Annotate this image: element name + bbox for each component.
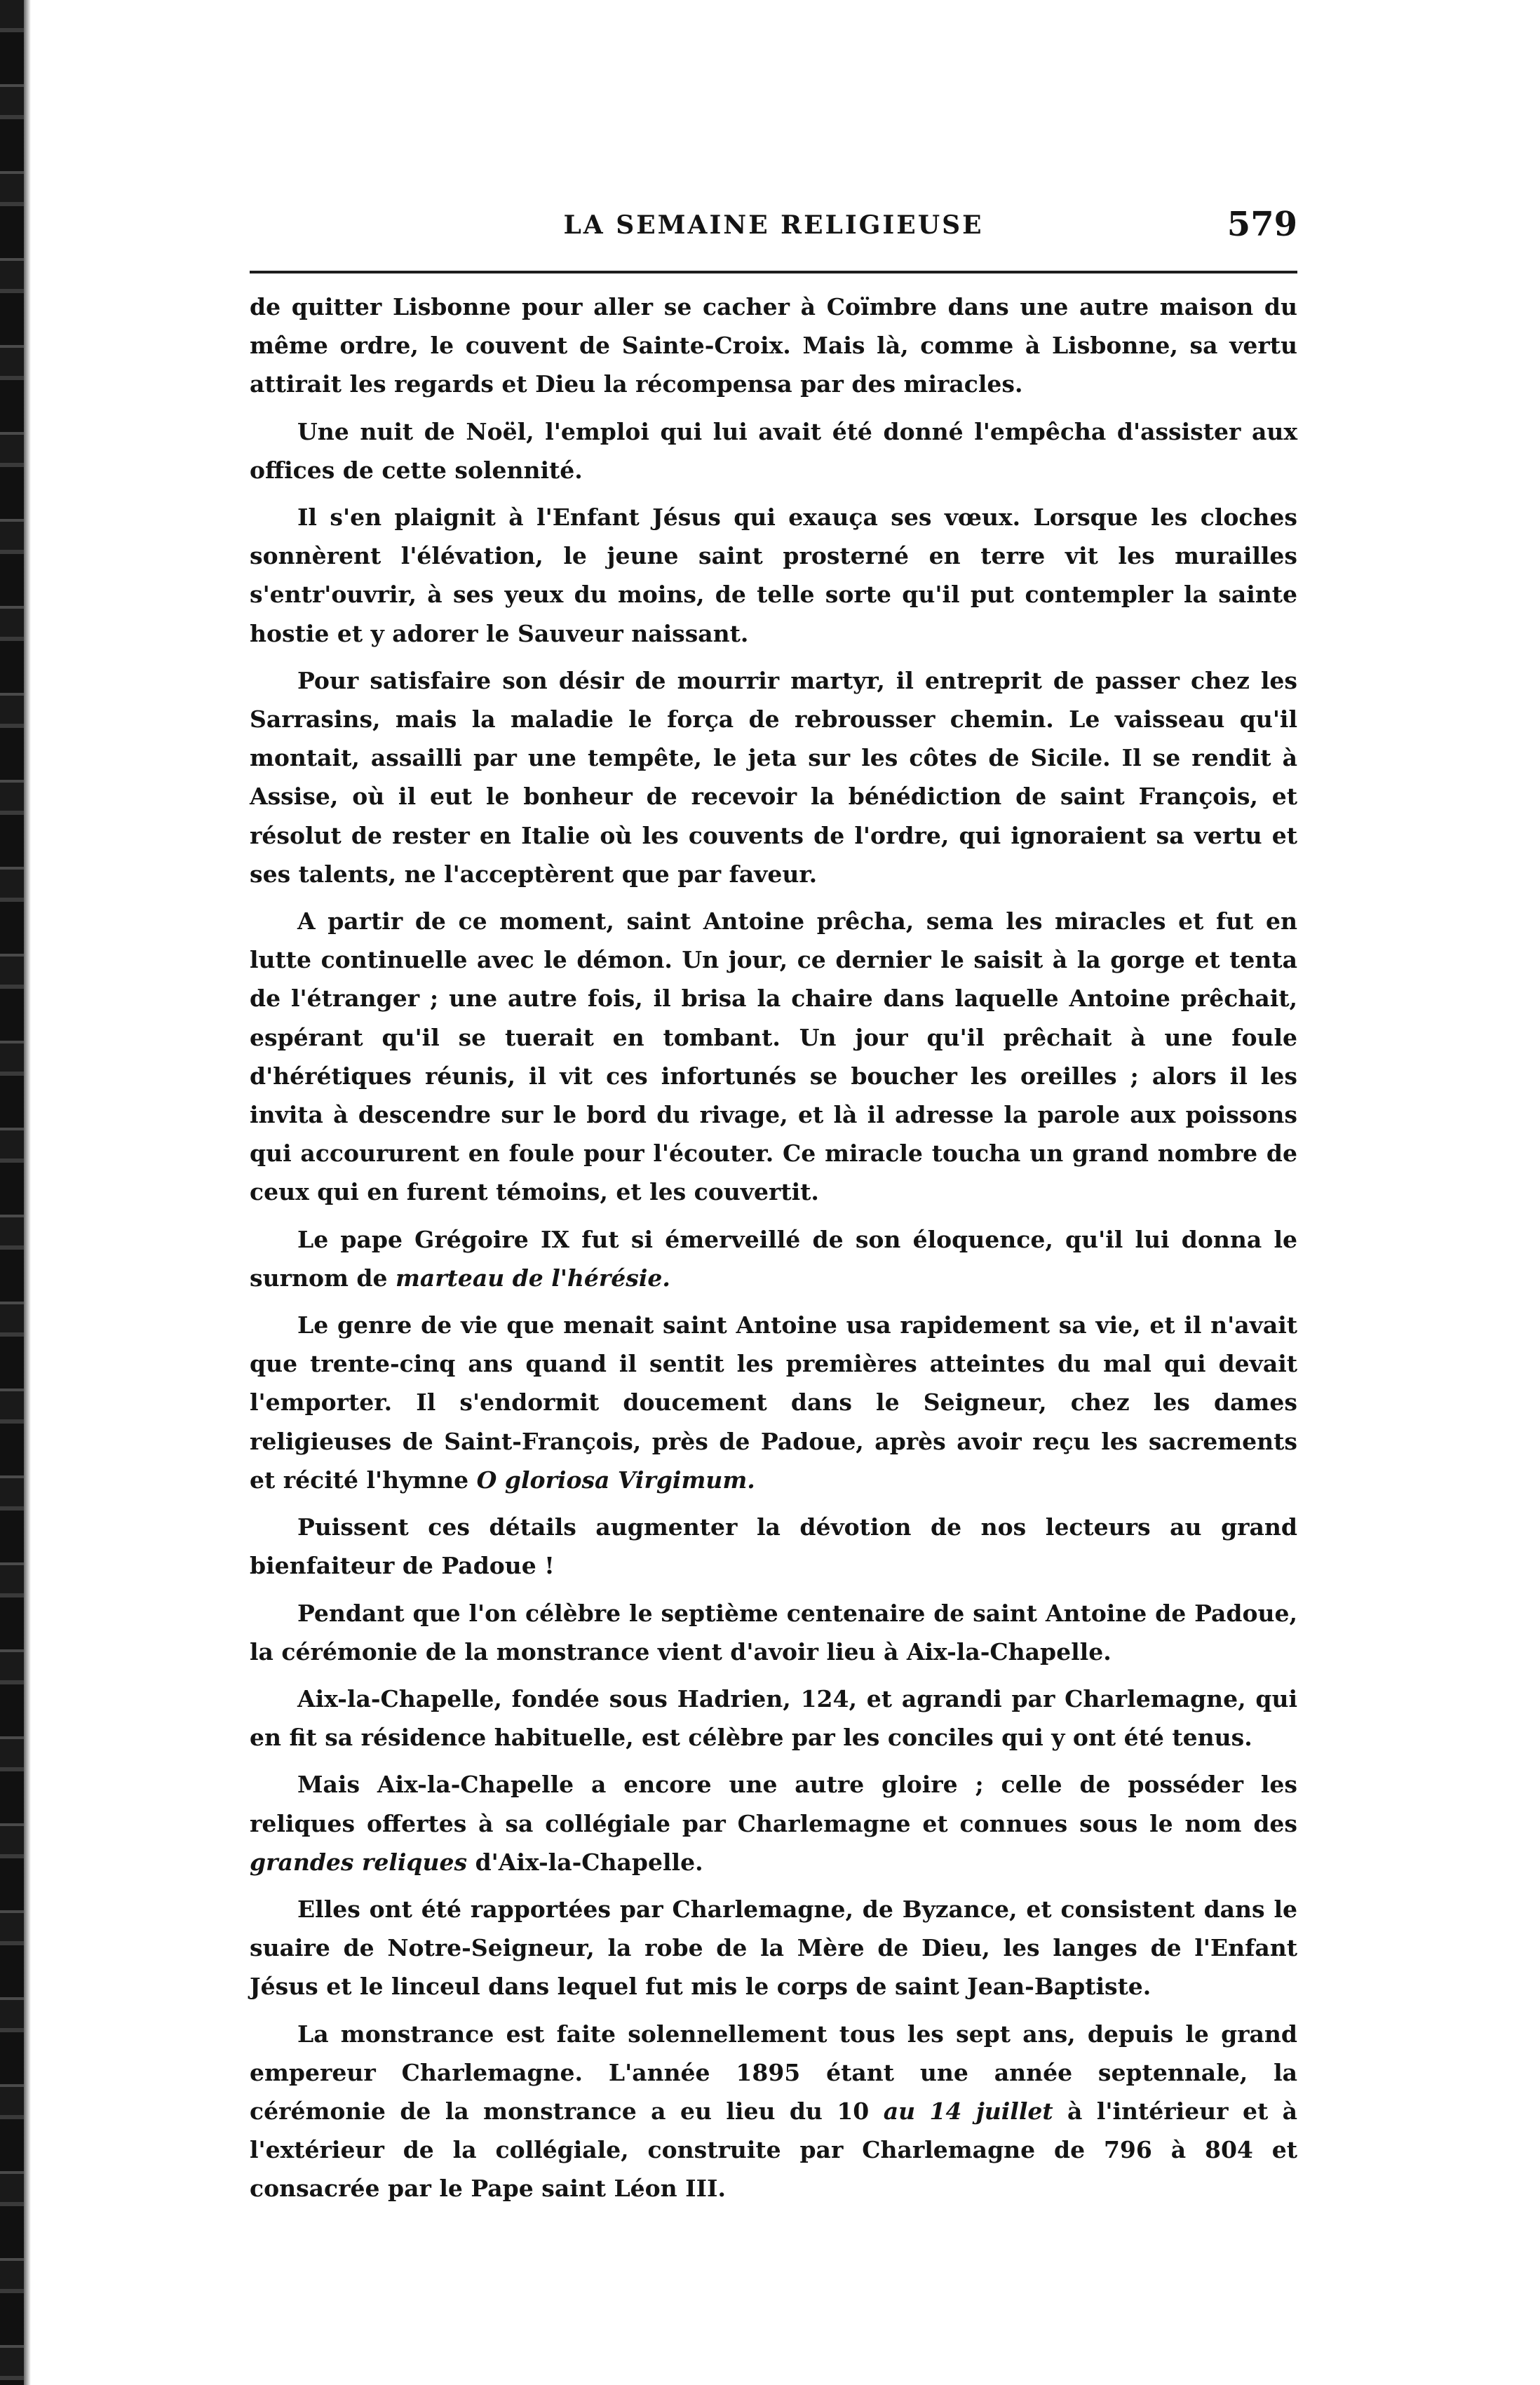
paragraph: A partir de ce moment, saint Antoine prêcha, sema les miracles et fut en lutte continuelle avec le démon. Un jour, ce dernier le saisit à la gorge et tenta de l'étranger ; une autre fois, il brisa la chaire dans laquelle Antoine prêchait, espérant qu'il se tuerait en tombant. Un jour qu'il prêchait à une foule d'hérétiques réunis, il vit ces infortunés se boucher les oreilles ; alors il les invita à descendre sur le bord du rivage, et là il adresse la parole aux poissons qui accoururent en foule pour l'écouter. Ce miracle toucha un grand nombre de ceux qui en furent témoins, et les couvertit. [250,907,1297,1206]
paragraph: Elles ont été rapportées par Charlemagne, de Byzance, et consistent dans le suaire de Notre-Seigneur, la robe de la Mère de Dieu, les langes de l'Enfant Jésus et le linceul dans lequel fut mis le corps de saint Jean-Baptiste. [250,1895,1297,2001]
paragraph: Pendant que l'on célèbre le septième centenaire de saint Antoine de Padoue, la cérémonie de la monstrance vient d'avoir lieu à Aix-la-Chapelle. [250,1599,1297,1666]
paragraph-text: Le pape Grégoire IX fut si émerveillé de son éloquence, qu'il lui donna le surnom de [250,1225,1297,1292]
italic-phrase: marteau de l'hérésie. [395,1264,670,1292]
italic-phrase: grandes reliques [250,1848,468,1876]
scan-binding-edge [0,0,24,2385]
paragraph-text: La monstrance est faite solennellement tous les sept ans, depuis le grand empereur Charlemagne. L'année 1895 étant une année septennale, la cérémonie de la monstrance a eu lieu du 10 [250,2020,1297,2125]
paragraph [250,1220,1297,1297]
paragraph: Pour satisfaire son désir de mourrir martyr, il entreprit de passer chez les Sarrasins, mais la maladie le força de rebrousser chemin. Le vaisseau qu'il montait, assailli par une tempête, le jeta sur les côtes de Sicile. Il se rendit à Assise, où il eut le bonheur de recevoir la bénédiction de saint François, et résolut de rester en Italie où les couvents de l'ordre, qui ignoraient sa vertu et ses talents, ne l'acceptèrent que par faveur. [250,666,1297,888]
paragraph: de quitter Lisbonne pour aller se cacher à Coïmbre dans une autre maison du même ordre, le couvent de Sainte-Croix. Mais là, comme à Lisbonne, sa vertu attirait les regards et Dieu la récompensa par des miracles. [250,293,1297,398]
paragraph-text: à l'intérieur et à l'extérieur de la collégiale, construite par Charlemagne de 796 à 804 et consacrée par le Pape saint Léon III. [250,2097,1297,2203]
paragraph [250,1306,1297,1499]
running-title: LA SEMAINE RELIGIEUSE [563,210,984,240]
paragraph: Il s'en plaignit à l'Enfant Jésus qui exauça ses vœux. Lorsque les cloches sonnèrent l'élévation, le jeune saint prosterné en terre vit les murailles s'entr'ouvrir, à ses yeux du moins, de telle sorte qu'il put contempler la sainte hostie et y adorer le Sauveur naissant. [250,504,1297,647]
paragraph [250,1765,1297,1881]
paragraph: Aix-la-Chapelle, fondée sous Hadrien, 124, et agrandi par Charlemagne, qui en fit sa résidence habituelle, est célèbre par les conciles qui y ont été tenus. [250,1684,1297,1752]
paragraph-text: Le genre de vie que menait saint Antoine usa rapidement sa vie, et il n'avait que trente-cinq ans quand il sentit les premières atteintes du mal qui devait l'emporter. Il s'endormit doucement dans le Seigneur, chez les dames religieuses de Saint-François, près de Padoue, après avoir reçu les sacrements et récité l'hymne [250,1311,1297,1494]
italic-phrase: O gloriosa Virgimum. [476,1466,755,1494]
body-text [250,288,1297,2217]
italic-phrase: au 14 juillet [883,2097,1053,2125]
paragraph [250,2015,1297,2208]
page-header [250,205,1297,254]
paragraph-text: Mais Aix-la-Chapelle a encore une autre gloire ; celle de posséder les reliques offertes à sa collégiale par Charlemagne et connues sous le nom des [250,1771,1297,1837]
paragraph: Une nuit de Noël, l'emploi qui lui avait été donné l'empêcha d'assister aux offices de cette solennité. [250,417,1297,484]
paragraph: Puissent ces détails augmenter la dévotion de nos lecteurs au grand bienfaiteur de Padoue ! [250,1513,1297,1580]
scan-binding-shadow [24,0,31,2385]
page-number: 579 [1227,205,1297,244]
header-rule [250,271,1297,273]
paragraph-text: d'Aix-la-Chapelle. [467,1848,703,1876]
